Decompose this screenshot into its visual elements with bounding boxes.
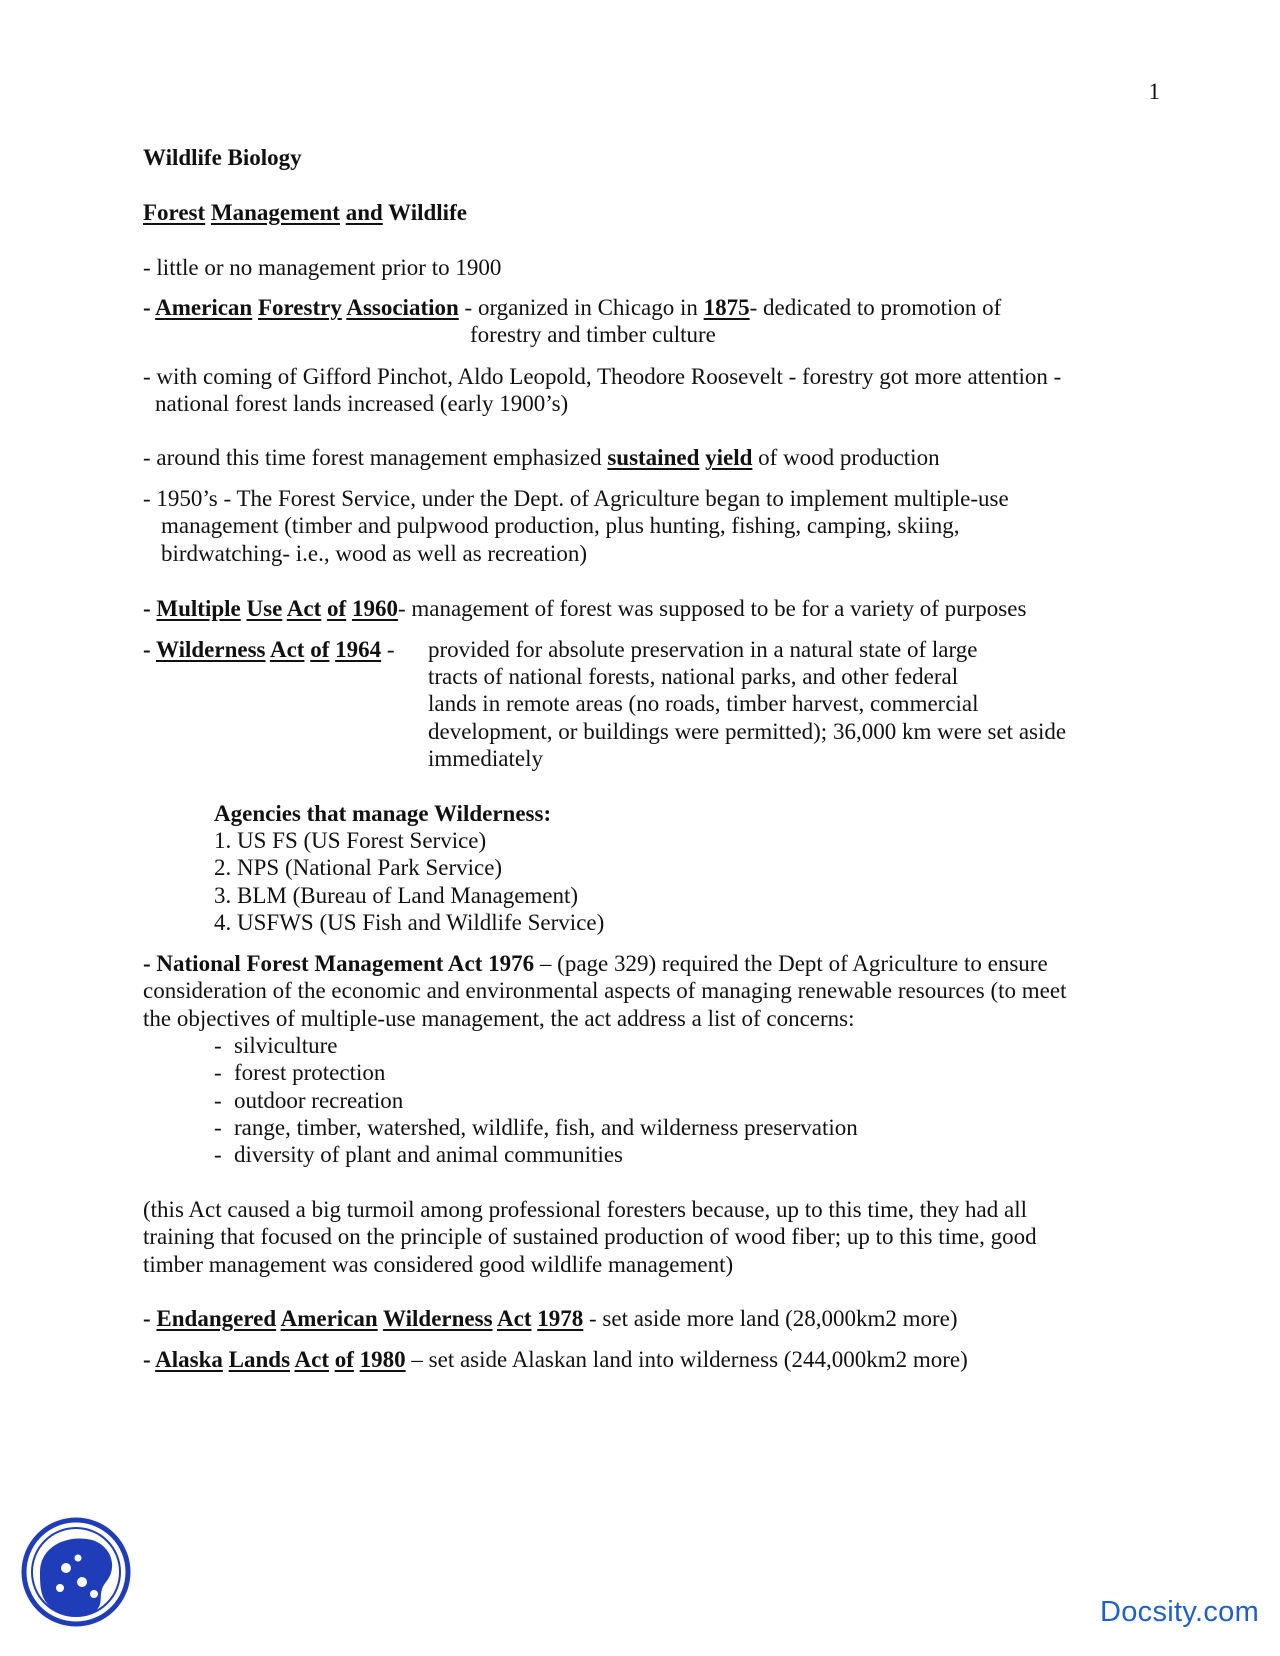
paragraph-turmoil-line2: training that focused on the principle of sustained production of wood fiber; up to this time, good [143,1224,1037,1249]
paragraph-american-forestry-association-continued: forestry and timber culture [470,322,716,347]
paragraph-pinchot-leopold-roosevelt-line1: - with coming of Gifford Pinchot, Aldo Leopold, Theodore Roosevelt - forestry got more attention - [143,364,1062,389]
paragraph-nfma-line1: - National Forest Management Act 1976 – (page 329) required the Dept of Agriculture to ensure [143,951,1048,976]
concern-list-item: - range, timber, watershed, wildlife, fish, and wilderness preservation [214,1115,858,1140]
agency-list-item: 1. US FS (US Forest Service) [214,828,487,853]
agencies-heading: Agencies that manage Wilderness: [214,801,552,826]
paragraph-1950s-line3: birdwatching- i.e., wood as well as recreation) [161,541,587,566]
concern-list-item: - diversity of plant and animal communities [214,1142,624,1167]
paragraph-wilderness-act-label: - Wilderness Act of 1964 - [143,637,395,662]
wilderness-act-text-line: lands in remote areas (no roads, timber harvest, commercial [428,691,979,716]
docsity-logo-icon [20,1516,132,1628]
docsity-watermark: Docsity.com [1100,1596,1260,1628]
paragraph-1950s-line2: management (timber and pulpwood production, plus hunting, fishing, camping, skiing, [161,513,960,538]
paragraph-pre-1900: - little or no management prior to 1900 [143,255,502,280]
document-title: Wildlife Biology [143,145,302,170]
paragraph-turmoil-line3: timber management was considered good wildlife management) [143,1252,734,1277]
paragraph-pinchot-leopold-roosevelt-line2: national forest lands increased (early 1900’s) [155,391,569,416]
paragraph-alaska-lands-act: - Alaska Lands Act of 1980 – set aside Alaskan land into wilderness (244,000km2 more) [143,1347,968,1372]
page-number: 1 [1148,79,1160,104]
wilderness-act-text-line: tracts of national forests, national parks, and other federal [428,664,959,689]
paragraph-nfma-line3: the objectives of multiple-use management, the act address a list of concerns: [143,1006,855,1031]
paragraph-multiple-use-act: - Multiple Use Act of 1960- management of forest was supposed to be for a variety of purposes [143,596,1027,621]
paragraph-endangered-american-wilderness-act: - Endangered American Wilderness Act 1978 - set aside more land (28,000km2 more) [143,1306,958,1331]
paragraph-1950s-line1: - 1950’s - The Forest Service, under the Dept. of Agriculture began to implement multiple-use [143,486,1009,511]
wilderness-act-text-line: immediately [428,746,543,771]
section-heading: Forest Management and Wildlife [143,200,467,225]
paragraph-nfma-line2: consideration of the economic and environmental aspects of managing renewable resources (to meet [143,978,1067,1003]
paragraph-turmoil-line1: (this Act caused a big turmoil among professional foresters because, up to this time, they had all [143,1197,1028,1222]
agency-list-item: 3. BLM (Bureau of Land Management) [214,883,579,908]
wilderness-act-text-line: provided for absolute preservation in a natural state of large [428,637,978,662]
agency-list-item: 4. USFWS (US Fish and Wildlife Service) [214,910,605,935]
wilderness-act-text-line: development, or buildings were permitted); 36,000 km were set aside [428,719,1067,744]
concern-list-item: - outdoor recreation [214,1088,404,1113]
paragraph-sustained-yield: - around this time forest management emphasized sustained yield of wood production [143,445,940,470]
concern-list-item: - forest protection [214,1060,386,1085]
agency-list-item: 2. NPS (National Park Service) [214,855,503,880]
paragraph-american-forestry-association: - American Forestry Association - organized in Chicago in 1875- dedicated to promotion of [143,295,1002,320]
concern-list-item: - silviculture [214,1033,338,1058]
